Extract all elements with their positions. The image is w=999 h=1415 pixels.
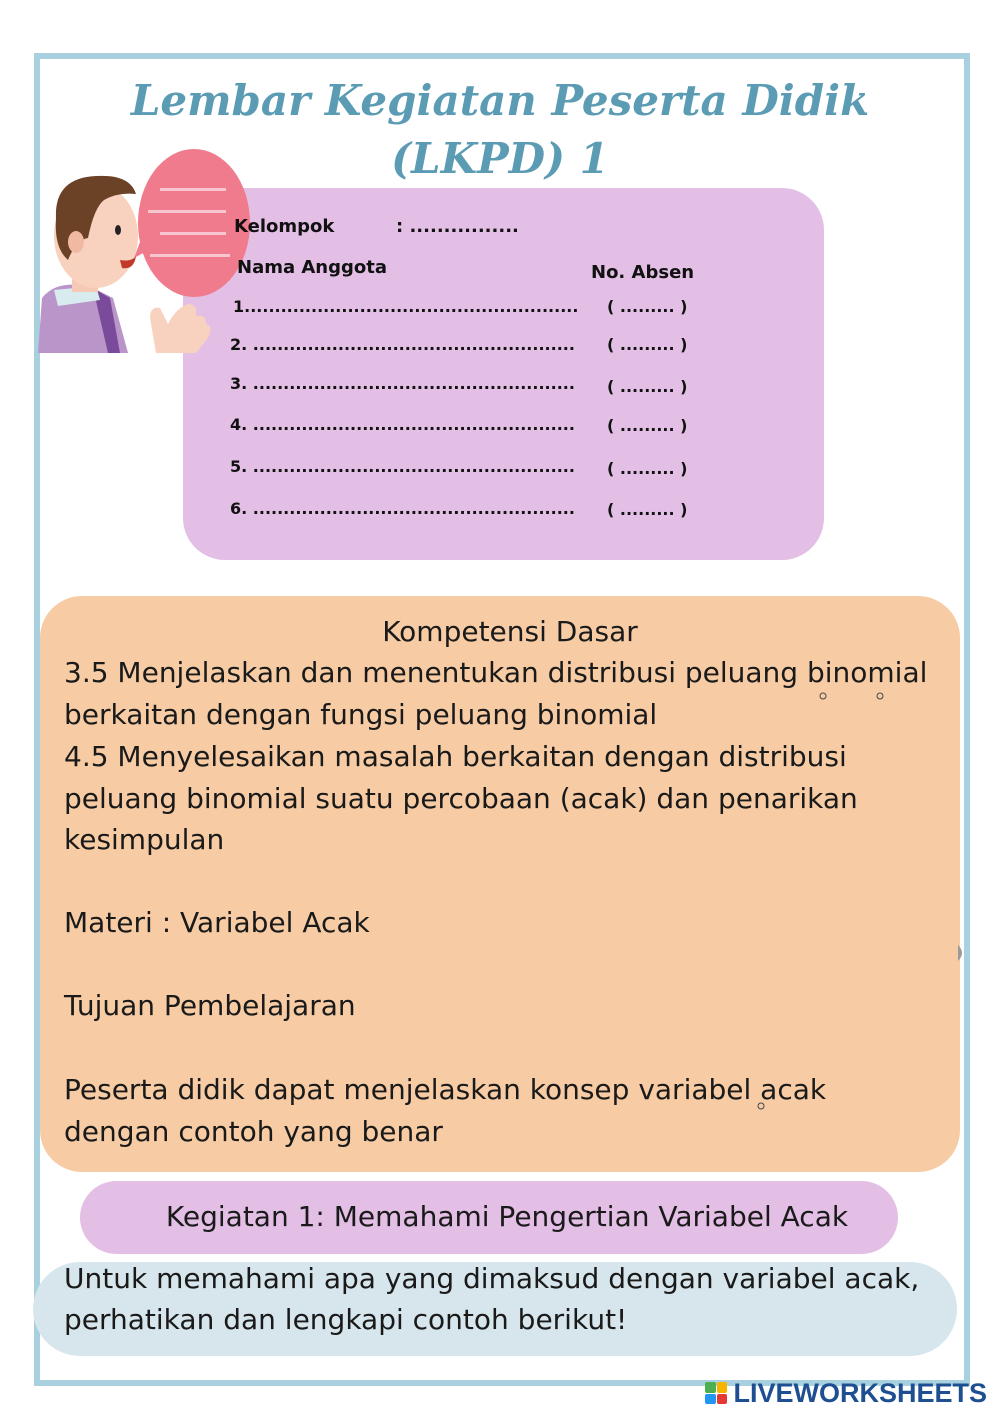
kelompok-field[interactable]: : ................	[396, 216, 519, 237]
tujuan-heading: Tujuan Pembelajaran	[64, 989, 356, 1022]
liveworksheets-watermark[interactable]	[705, 1378, 987, 1408]
instruction-line: Untuk memahami apa yang dimaksud dengan variabel acak,	[64, 1262, 920, 1295]
tujuan-line: Peserta didik dapat menjelaskan konsep variabel acak	[64, 1073, 827, 1106]
activity-label: Kegiatan 1: Memahami Pengertian Variabel Acak	[165, 1200, 849, 1233]
member-absen-field-1[interactable]: ( ......... )	[607, 297, 688, 316]
member-name-field-1[interactable]: 1.......................................................	[233, 297, 579, 316]
watermark-text: LIVEWORKSHEETS	[733, 1377, 987, 1408]
page-title-line2: (LKPD) 1	[391, 134, 609, 183]
kompetensi-line: kesimpulan	[64, 823, 225, 856]
kompetensi-line: 4.5 Menyelesaikan masalah berkaitan dengan distribusi	[64, 740, 847, 773]
member-absen-field-2[interactable]: ( ......... )	[607, 335, 688, 354]
instruction-line: perhatikan dan lengkapi contoh berikut!	[64, 1303, 628, 1336]
liveworksheets-logo-icon	[705, 1382, 727, 1404]
member-name-field-3[interactable]: 3. .....................................................	[230, 374, 575, 393]
member-absen-field-3[interactable]: ( ......... )	[607, 377, 688, 396]
member-name-field-6[interactable]: 6. .....................................................	[230, 499, 575, 518]
member-absen-field-4[interactable]: ( ......... )	[607, 416, 688, 435]
kompetensi-line: berkaitan dengan fungsi peluang binomial	[64, 698, 658, 731]
kelompok-label: Kelompok	[234, 216, 335, 237]
nama-anggota-label: Nama Anggota	[237, 257, 388, 278]
member-absen-field-5[interactable]: ( ......... )	[607, 459, 688, 478]
kompetensi-heading: Kompetensi Dasar	[382, 615, 638, 648]
materi-text: Materi : Variabel Acak	[64, 906, 370, 939]
kompetensi-line: peluang binomial suatu percobaan (acak) dan penarikan	[64, 782, 858, 815]
member-name-field-5[interactable]: 5. .....................................................	[230, 457, 575, 476]
member-name-field-2[interactable]: 2. .....................................................	[230, 335, 575, 354]
no-absen-label: No. Absen	[591, 262, 695, 283]
page-title-line1: Lembar Kegiatan Peserta Didik	[130, 76, 870, 125]
member-absen-field-6[interactable]: ( ......... )	[607, 500, 688, 519]
kompetensi-line: 3.5 Menjelaskan dan menentukan distribusi peluang binomial	[64, 656, 928, 689]
member-name-field-4[interactable]: 4. .....................................................	[230, 415, 575, 434]
tujuan-line: dengan contoh yang benar	[64, 1115, 443, 1148]
